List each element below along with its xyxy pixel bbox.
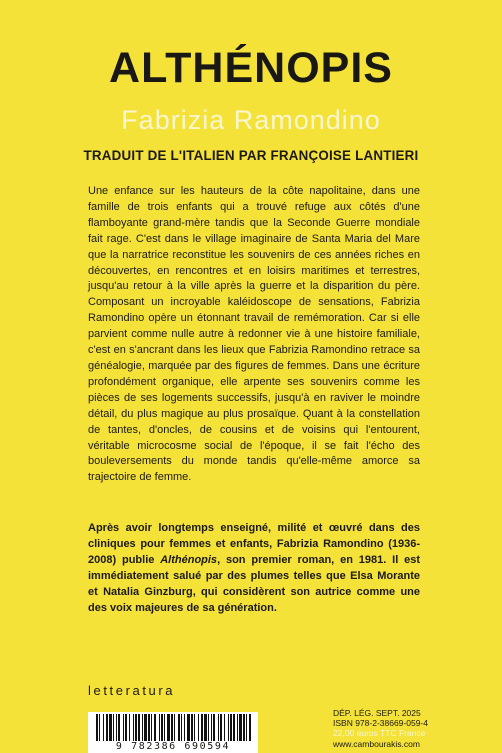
author-bio	[88, 521, 420, 616]
barcode-bar	[125, 714, 127, 742]
summary-paragraph: Une enfance sur les hauteurs de la côte napolitaine, dans une famille de trois enfants qui a trouvé refuge aux côtés d'une flamboyante grand-mère tandis que la Seconde Guerre mondiale fait rage. C'est dans le village imaginaire de Santa Maria del Mare que la narratrice reconstitue les souvenirs de ces années riches en découvertes, en rencontres et en loisirs maritimes et terrestres, jusqu'au retour à la ville après la guerre et la disparition du père. Composant un incroyable kaléidoscope de sensations, Fabrizia Ramondino opère un étonnant travail de remémoration. Car si elle parvient comme nulle autre à redonner vie à une histoire familiale, c'est en s'ancrant dans les lieux que Fabrizia Ramondino retrace sa généalogie, marquée par des figures de femmes. Dans une écriture profondément organique, elle arpente ses souvenirs comme les pièces de ses logements successifs, jusqu'à en raviver le moindre détail, du plus magique au plus prosaïque. Quant à la constellation de tantes, d'oncles, de cousins et de voisins qui l'entourent, véritable microcosme social de l'époque, il se fait l'écho des bouleversements du monde tandis qu'elle-même amorce sa trajectoire de femme.	[88, 185, 420, 484]
barcode-digits: 9 782386 690594	[88, 741, 258, 753]
barcode-bar	[233, 714, 235, 742]
barcode-bar	[99, 714, 100, 742]
barcode-bar	[218, 714, 219, 742]
barcode-bar	[194, 714, 195, 742]
translator-credit: TRADUIT DE L'ITALIEN PAR FRANÇOISE LANTIERI	[83, 148, 419, 163]
barcode-bar	[133, 714, 134, 742]
barcode-bar	[211, 714, 212, 742]
barcode-bar	[191, 714, 193, 742]
barcode-bar	[161, 714, 163, 742]
barcode-bar	[208, 714, 209, 742]
barcode-bar	[220, 714, 222, 742]
bio-text-end: , son premier roman, en 1981. Il est immédiatement salué par des plumes telles que Elsa Morante et Natalia Ginzburg, qui considèrent son autrice comme une des voix majeures de sa génération.	[88, 553, 420, 614]
barcode-bar	[142, 714, 143, 742]
barcode-bar	[181, 714, 182, 742]
barcode-bar	[106, 714, 108, 742]
barcode-bar	[243, 714, 245, 742]
barcode-bar	[96, 714, 98, 742]
barcode-bar	[113, 714, 114, 742]
barcode-bar	[224, 714, 225, 742]
barcode-bar	[135, 714, 137, 742]
isbn-number: ISBN 978-2-38669-059-4	[333, 718, 428, 729]
isbn-barcode	[88, 712, 258, 753]
barcode-bar	[116, 714, 117, 742]
barcode-bar	[118, 714, 120, 742]
barcode-bar	[187, 714, 190, 742]
legal-deposit: DÉP. LÉG. SEPT. 2025	[333, 708, 421, 718]
barcode-bar	[174, 714, 175, 742]
barcode-bar	[159, 714, 160, 742]
barcode-bars	[88, 712, 258, 742]
barcode-bar	[184, 714, 185, 742]
barcode-bar	[237, 714, 238, 742]
bio-book-title: Althénopis	[160, 553, 218, 566]
barcode-bar	[198, 714, 199, 742]
legal-info	[333, 708, 493, 749]
barcode-bar	[123, 714, 124, 742]
barcode-bar	[144, 714, 147, 742]
barcode-bar	[154, 714, 156, 742]
publisher-website: www.cambourakis.com	[333, 738, 420, 749]
barcode-bar	[178, 714, 180, 742]
barcode-bar	[249, 714, 251, 742]
barcode-bar	[129, 714, 130, 742]
barcode-bar	[201, 714, 203, 742]
barcode-bar	[103, 714, 104, 742]
barcode-bar	[228, 714, 229, 742]
barcode-bar	[213, 714, 215, 742]
bio-text-start: Après avoir longtemps enseigné, milité et œuvré dans des cliniques pour femmes et enfants, Fabrizia Ramondino (1936-2008) publie	[88, 522, 420, 566]
barcode-bar	[151, 714, 152, 742]
barcode-bar	[171, 714, 173, 742]
barcode-bar	[164, 714, 165, 742]
barcode-bar	[109, 714, 112, 742]
barcode-bar	[167, 714, 170, 742]
barcode-bar	[246, 714, 247, 742]
barcode-bar	[230, 714, 232, 742]
book-title: ALTHÉNOPIS	[109, 44, 393, 92]
collection-name: letteratura	[88, 683, 176, 698]
barcode-bar	[204, 714, 207, 742]
price: 22,00 euros TTC France	[333, 728, 426, 739]
author-name: Fabrizia Ramondino	[121, 105, 381, 135]
barcode-bar	[148, 714, 150, 742]
barcode-bar	[239, 714, 242, 742]
barcode-bar	[138, 714, 140, 742]
